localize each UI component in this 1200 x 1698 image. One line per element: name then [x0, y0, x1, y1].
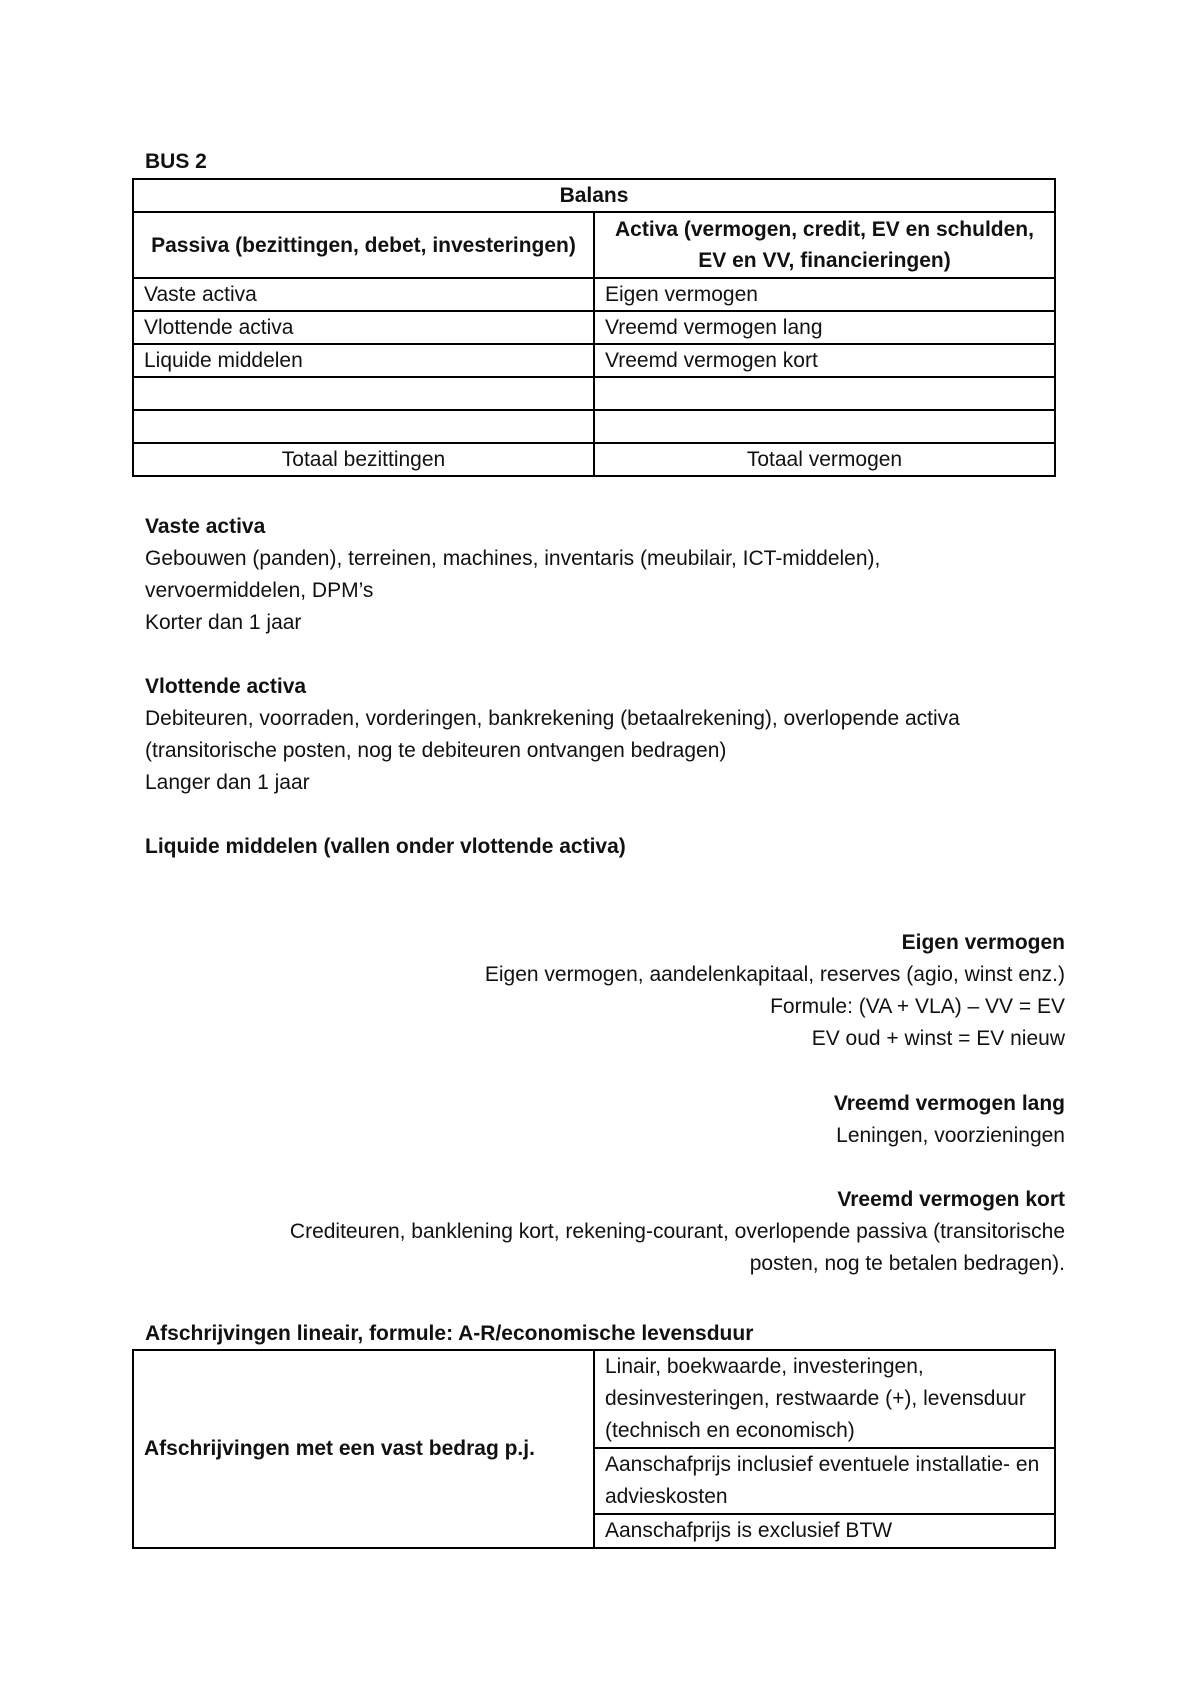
balans-cell-left: Liquide middelen: [133, 344, 594, 377]
table-row: [133, 377, 1055, 410]
section-heading: Vaste activa: [145, 515, 266, 538]
section-heading: Vreemd vermogen kort: [837, 1188, 1065, 1211]
totaal-bezittingen: Totaal bezittingen: [133, 443, 594, 476]
section-vreemd-vermogen-kort: [130, 1184, 1065, 1280]
balans-cell-left: Vlottende activa: [133, 311, 594, 344]
afschrijvingen-item: Aanschafprijs inclusief eventuele installatie- en advieskosten: [594, 1448, 1055, 1514]
section-heading: Liquide middelen (vallen onder vlottende activa): [145, 835, 626, 858]
section-vlottende-activa: [145, 671, 1045, 799]
table-row-total: [133, 443, 1055, 476]
afschrijvingen-item: Linair, boekwaarde, investeringen, desinvesteringen, restwaarde (+), levensduur (technisch en economisch): [594, 1350, 1055, 1448]
section-line: posten, nog te betalen bedragen).: [749, 1252, 1065, 1275]
balans-cell-right: Vreemd vermogen lang: [594, 311, 1055, 344]
section-line: Crediteuren, banklening kort, rekening-courant, overlopende passiva (transitorische: [289, 1220, 1065, 1243]
balans-cell-right: [594, 377, 1055, 410]
section-line: Korter dan 1 jaar: [145, 611, 302, 634]
section-heading: Vlottende activa: [145, 675, 307, 698]
balans-title: Balans: [133, 179, 1055, 212]
section-vreemd-vermogen-lang: [130, 1088, 1065, 1152]
afschrijvingen-title: Afschrijvingen lineair, formule: A-R/economische levensduur: [145, 1322, 754, 1345]
balans-cell-right: Eigen vermogen: [594, 278, 1055, 311]
afschrijvingen-table: [132, 1349, 1056, 1549]
section-line: Eigen vermogen, aandelenkapitaal, reserves (agio, winst enz.): [484, 963, 1065, 986]
afschrijvingen-label: Afschrijvingen met een vast bedrag p.j.: [133, 1350, 594, 1548]
section-line: Langer dan 1 jaar: [145, 771, 310, 794]
section-line: Gebouwen (panden), terreinen, machines, inventaris (meubilair, ICT-middelen), vervoermiddelen, DPM’s: [145, 547, 881, 602]
balans-table: [132, 178, 1056, 477]
balans-cell-left: [133, 410, 594, 443]
balans-cell-left: [133, 377, 594, 410]
table-row: [133, 278, 1055, 311]
section-line: EV oud + winst = EV nieuw: [811, 1027, 1065, 1050]
balans-header-activa: Activa (vermogen, credit, EV en schulden, EV en VV, financieringen): [594, 212, 1055, 278]
section-vaste-activa: [145, 511, 1045, 639]
totaal-vermogen: Totaal vermogen: [594, 443, 1055, 476]
table-row: [133, 311, 1055, 344]
table-row: [133, 410, 1055, 443]
balans-cell-left: Vaste activa: [133, 278, 594, 311]
section-line: Leningen, voorzieningen: [836, 1124, 1065, 1147]
section-eigen-vermogen: [130, 927, 1065, 1055]
balans-cell-right: [594, 410, 1055, 443]
section-heading: Vreemd vermogen lang: [833, 1092, 1065, 1115]
section-liquide-middelen: [145, 831, 1045, 863]
table-row: [133, 344, 1055, 377]
section-line: Debiteuren, voorraden, vorderingen, bankrekening (betaalrekening), overlopende activa (transitorische posten, nog te debiteuren ontvangen bedragen): [145, 707, 960, 762]
balans-cell-right: Vreemd vermogen kort: [594, 344, 1055, 377]
section-heading: Eigen vermogen: [901, 931, 1065, 954]
document-title: BUS 2: [145, 150, 207, 173]
section-line: Formule: (VA + VLA) – VV = EV: [770, 995, 1065, 1018]
afschrijvingen-item: Aanschafprijs is exclusief BTW: [594, 1514, 1055, 1548]
balans-header-passiva: Passiva (bezittingen, debet, investeringen): [133, 212, 594, 278]
table-row: [133, 1350, 1055, 1448]
